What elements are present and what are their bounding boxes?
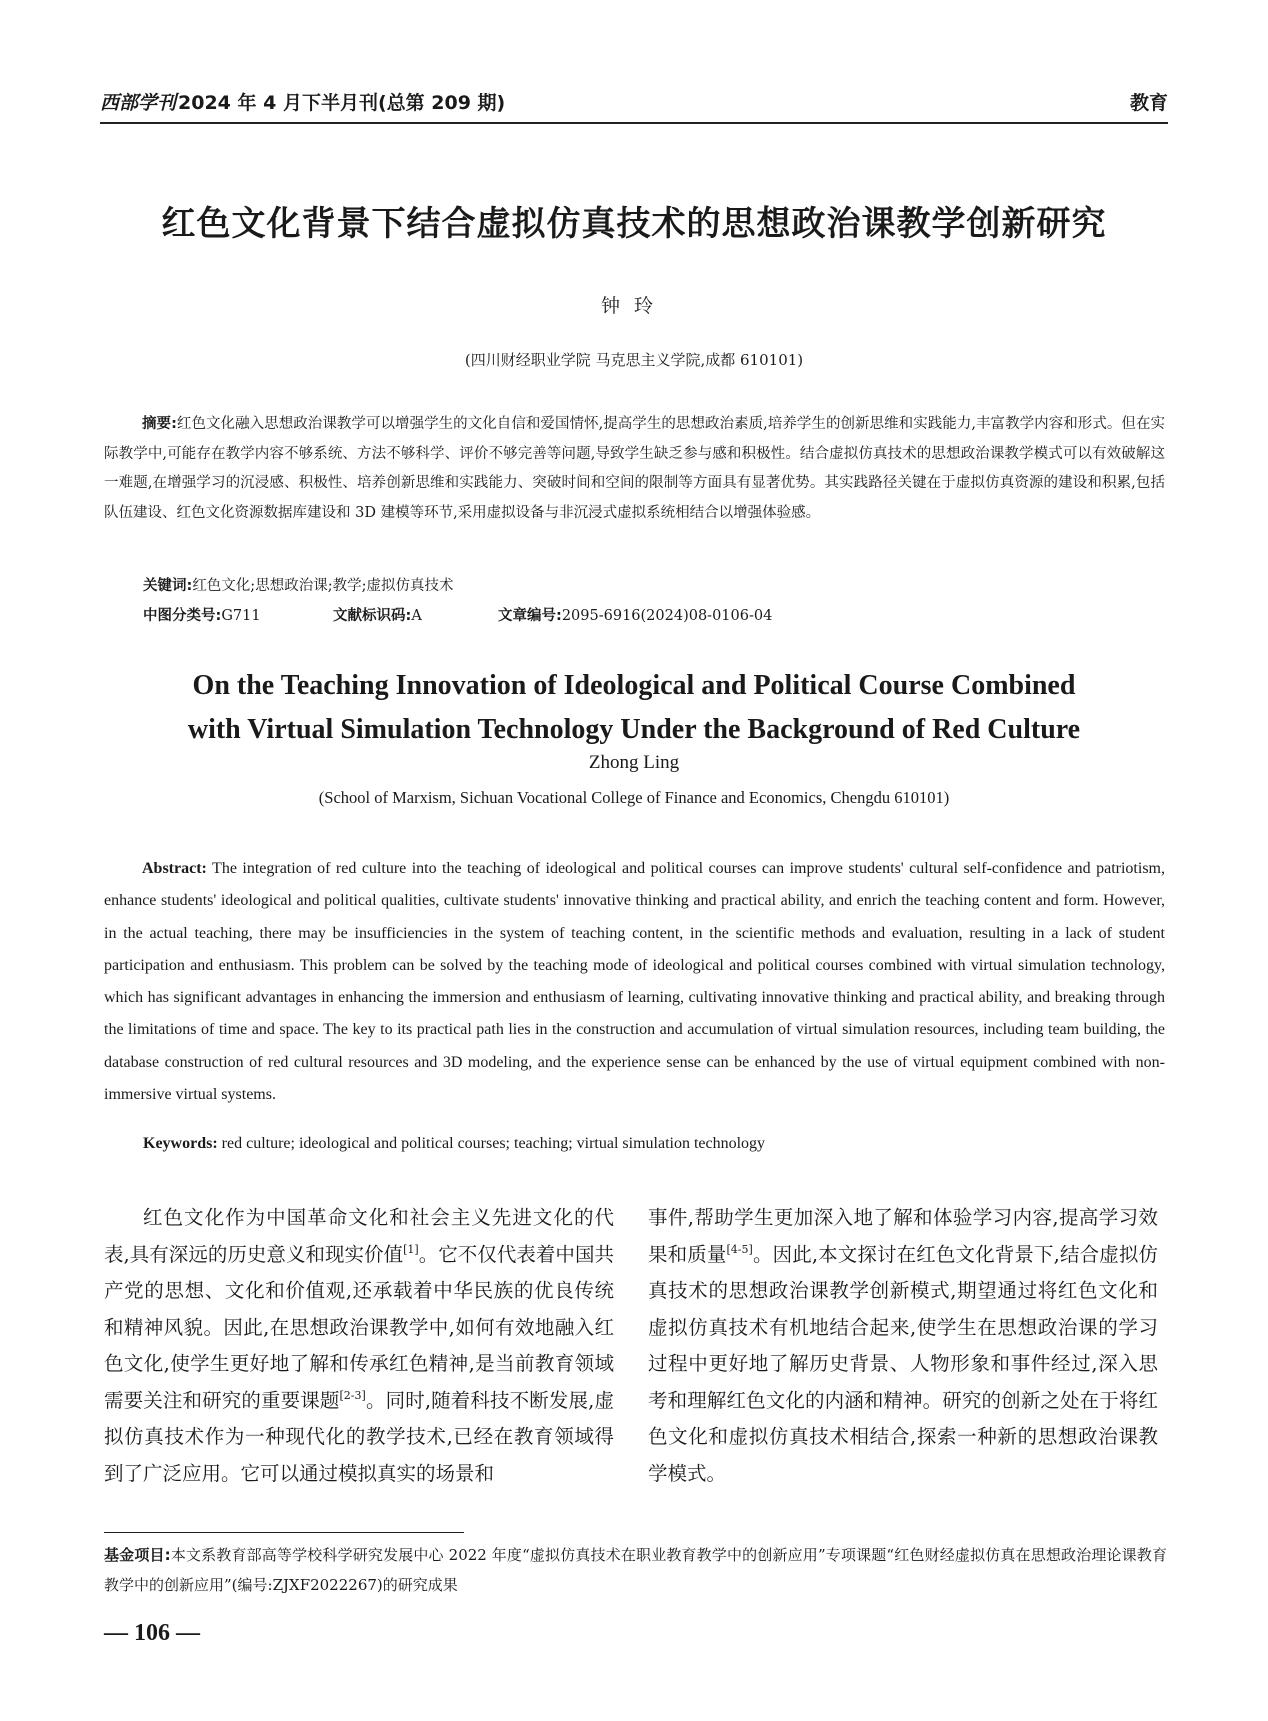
keywords-en-text: red culture; ideological and political courses; teaching; virtual simulation technology xyxy=(221,1135,766,1152)
citation-ref: [1] xyxy=(403,1242,419,1256)
author-english: Zhong Ling xyxy=(588,752,680,773)
running-header xyxy=(100,86,1168,124)
doc-code xyxy=(333,604,498,625)
body-left-text-b: 。它不仅代表着中国共产党的思想、文化和价值观,还承载着中华民族的优良传统和精神风貌。因此,在思想政治课教学中,如何有效地融入红色文化,使学生更好地了解和传承红色精神,是当前教育领域需要关注和研究的重要课题 xyxy=(104,1242,614,1412)
affiliation-chinese: (四川财经职业学院 马克思主义学院,成都 610101) xyxy=(464,351,804,369)
body-right-text-a: 事件,帮助学生更加深入地了解和体验学习内容,提高学习效果和质量 xyxy=(648,1206,1158,1266)
clc-value: G711 xyxy=(221,608,261,624)
funding-note xyxy=(104,1540,1167,1600)
classification-row xyxy=(143,604,1043,625)
title-en-line1: On the Teaching Innovation of Ideological and Political Course Combined xyxy=(192,670,1076,701)
body-left-text-a: 红色文化作为中国革命文化和社会主义先进文化的代表,具有深远的历史意义和现实价值 xyxy=(104,1206,614,1266)
abstract-chinese xyxy=(104,410,1165,528)
article-value: 2095-6916(2024)08-0106-04 xyxy=(561,608,773,624)
clc-code xyxy=(143,604,333,625)
journal-name: 西部学刊 xyxy=(100,92,177,114)
page-number: — 106 — xyxy=(104,1620,200,1646)
keywords-cn-label: 关键词: xyxy=(143,578,193,594)
title-chinese: 红色文化背景下结合虚拟仿真技术的思想政治课教学创新研究 xyxy=(161,204,1107,244)
body-column-right xyxy=(648,1200,1158,1492)
keywords-en-label: Keywords: xyxy=(143,1135,218,1152)
clc-label: 中图分类号: xyxy=(143,608,222,624)
author-chinese: 钟玲 xyxy=(600,295,667,317)
article-number xyxy=(498,604,772,625)
footnote-divider xyxy=(104,1532,464,1533)
abstract-english xyxy=(104,853,1165,1111)
issue-info: 2024 年 4 月下半月刊(总第 209 期) xyxy=(178,92,506,114)
abstract-cn-text: 红色文化融入思想政治课教学可以增强学生的文化自信和爱国情怀,提高学生的思想政治素质,培养学生的创新思维和实践能力,丰富教学内容和形式。但在实际教学中,可能存在教学内容不够系统、方法不够科学、评价不够完善等问题,导致学生缺乏参与感和积极性。结合虚拟仿真技术的思想政治课教学模式可以有效破解这一难题,在增强学习的沉浸感、积极性、培养创新思维和实践能力、突破时间和空间的限制等方面具有显著优势。其实践路径关键在于虚拟仿真资源的建设和积累,包括队伍建设、红色文化资源数据库建设和 3D 建模等环节,采用虚拟设备与非沉浸式虚拟系统相结合以增强体验感。 xyxy=(104,416,1165,521)
abstract-en-label: Abstract: xyxy=(142,860,207,877)
funding-label: 基金项目: xyxy=(104,1546,171,1564)
abstract-en-text: The integration of red culture into the teaching of ideological and political courses can improve students' cultural self-confidence and patriotism, enhance students' ideological and political qualities, cultivate students' innovative thinking and practical ability, and enrich the teaching content and form. However, in the actual teaching, there may be insufficiencies in the system of teaching content, in the scientific methods and evaluation, resulting in a lack of student participation and enthusiasm. This problem can be solved by the teaching mode of ideological and political courses combined with virtual simulation technology, which has significant advantages in enhancing the immersion and enthusiasm of learning, cultivating innovative thinking and practical ability, and breaking through the limitations of time and space. The key to its practical path lies in the construction and accumulation of virtual simulation resources, including team building, the database construction of red cultural resources and 3D modeling, and the experience sense can be enhanced by the use of virtual equipment combined with non-immersive virtual systems. xyxy=(104,860,1165,1104)
body-column-left xyxy=(104,1200,614,1492)
keywords-chinese xyxy=(143,574,453,595)
abstract-cn-label: 摘要: xyxy=(142,416,177,432)
citation-ref: [2-3] xyxy=(339,1388,366,1402)
keywords-english xyxy=(143,1135,765,1153)
title-en-line2: with Virtual Simulation Technology Under the Background of Red Culture xyxy=(187,714,1081,745)
section-label: 教育 xyxy=(1129,92,1168,114)
article-label: 文章编号: xyxy=(498,608,562,624)
body-right-text-b: 。因此,本文探讨在红色文化背景下,结合虚拟仿真技术的思想政治课教学创新模式,期望通过将红色文化和虚拟仿真技术有机地结合起来,使学生在思想政治课的学习过程中更好地了解历史背景、人物形象和事件经过,深入思考和理解红色文化的内涵和精神。研究的创新之处在于将红色文化和虚拟仿真技术相结合,探索一种新的思想政治课教学模式。 xyxy=(648,1242,1158,1485)
doc-label: 文献标识码: xyxy=(333,608,412,624)
keywords-cn-text: 红色文化;思想政治课;教学;虚拟仿真技术 xyxy=(192,578,454,594)
header-journal-issue xyxy=(100,88,505,115)
affiliation-english: (School of Marxism, Sichuan Vocational College of Finance and Economics, Chengdu 610101) xyxy=(318,788,950,807)
funding-text: 本文系教育部高等学校科学研究发展中心 2022 年度“虚拟仿真技术在职业教育教学中的创新应用”专项课题“红色财经虚拟仿真在思想政治理论课教育教学中的创新应用”(编号:ZJXF2022267)的研究成果 xyxy=(104,1546,1167,1594)
citation-ref: [4-5] xyxy=(726,1242,753,1256)
title-english xyxy=(0,664,1268,752)
doc-value: A xyxy=(411,608,422,624)
body-left-text-c: 。同时,随着科技不断发展,虚拟仿真技术作为一种现代化的教学技术,已经在教育领域得到了广泛应用。它可以通过模拟真实的场景和 xyxy=(104,1388,614,1485)
